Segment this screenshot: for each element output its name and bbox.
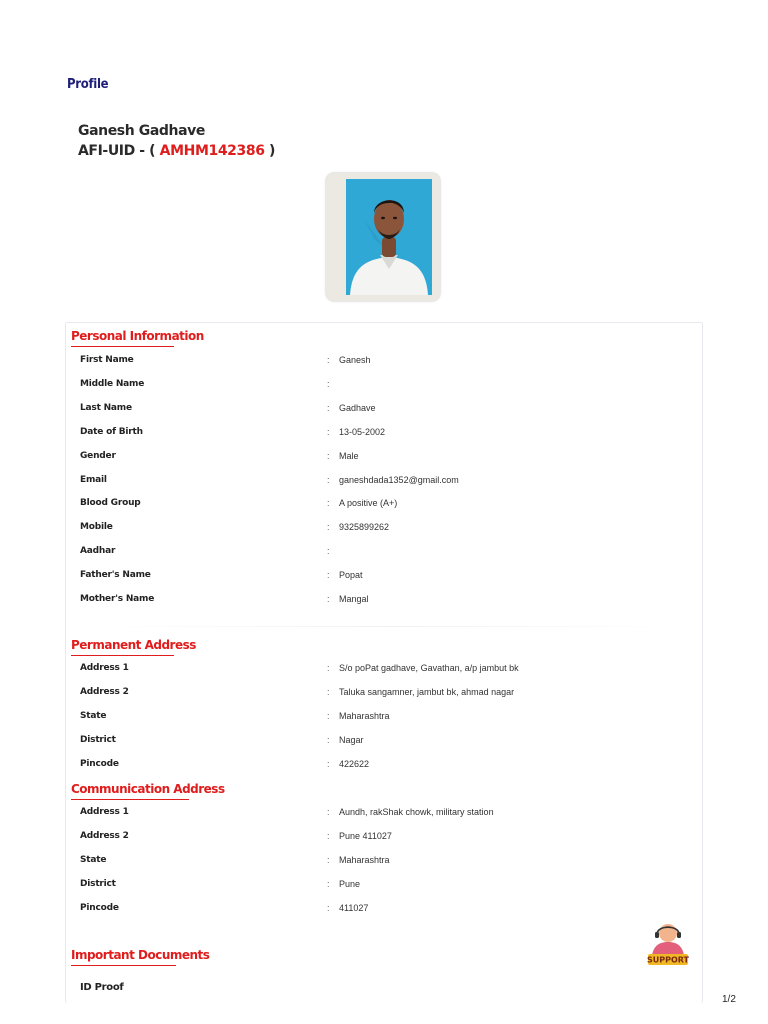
detail-row <box>80 471 680 489</box>
detail-separator: : <box>327 854 330 865</box>
detail-value: 13-05-2002 <box>339 426 386 437</box>
detail-label: Middle Name <box>80 378 145 389</box>
detail-separator: : <box>327 426 330 437</box>
communication-address-title: Communication Address <box>71 782 189 800</box>
detail-label: Date of Birth <box>80 426 143 437</box>
detail-label: Address 2 <box>80 686 129 697</box>
detail-label: State <box>80 854 107 865</box>
detail-row <box>80 351 680 369</box>
page-number: 1/2 <box>722 994 736 1005</box>
page-heading: Profile <box>67 77 109 92</box>
detail-row <box>80 518 680 536</box>
detail-separator: : <box>327 594 330 604</box>
detail-value: S/o poPat gadhave, Gavathan, a/p jambut bk <box>339 663 519 673</box>
detail-row <box>80 659 680 677</box>
person-photo-illustration <box>346 179 432 295</box>
important-documents-title: Important Documents <box>71 948 176 966</box>
detail-value: Maharashtra <box>339 854 390 865</box>
detail-label: Blood Group <box>80 498 141 509</box>
detail-value: Ganesh <box>339 355 371 365</box>
detail-separator: : <box>327 450 330 461</box>
detail-value: A positive (A+) <box>339 498 398 509</box>
detail-row <box>80 566 680 584</box>
detail-separator: : <box>327 758 330 769</box>
detail-label: Last Name <box>80 402 132 413</box>
detail-row <box>80 851 680 869</box>
uid-line <box>78 143 275 159</box>
detail-label: Pincode <box>80 902 119 913</box>
detail-label: Gender <box>80 450 116 461</box>
detail-value: 411027 <box>339 902 369 913</box>
detail-label: Address 1 <box>80 807 129 817</box>
uid-suffix: ) <box>269 143 276 159</box>
personal-information-title: Personal Information <box>71 329 174 347</box>
detail-value: Mangal <box>339 594 369 604</box>
detail-separator: : <box>327 474 330 485</box>
detail-separator: : <box>327 402 330 413</box>
detail-row <box>80 590 680 608</box>
detail-value: Male <box>339 450 359 461</box>
detail-row <box>80 899 680 917</box>
support-agent-icon <box>646 921 690 969</box>
detail-label: Address 1 <box>80 663 129 673</box>
uid-value: AMHM142386 <box>159 143 265 159</box>
detail-separator: : <box>327 686 330 697</box>
uid-prefix: AFI-UID - ( <box>78 143 156 159</box>
detail-label: District <box>80 734 116 745</box>
detail-value: Taluka sangamner, jambut bk, ahmad nagar <box>339 686 515 697</box>
detail-label: District <box>80 878 116 889</box>
detail-separator: : <box>327 830 330 841</box>
id-proof-label: ID Proof <box>80 982 124 993</box>
support-label: SUPPORT <box>646 955 690 965</box>
detail-separator: : <box>327 710 330 721</box>
detail-row <box>80 875 680 893</box>
detail-value: 9325899262 <box>339 522 390 533</box>
person-name: Ganesh Gadhave <box>78 123 205 139</box>
detail-label: Pincode <box>80 758 119 769</box>
detail-row <box>80 827 680 845</box>
detail-separator: : <box>327 546 330 557</box>
detail-value: Nagar <box>339 734 364 745</box>
detail-value: Popat <box>339 570 363 581</box>
detail-row <box>80 731 680 749</box>
detail-value: Maharashtra <box>339 710 390 721</box>
detail-row <box>80 423 680 441</box>
detail-separator: : <box>327 902 330 913</box>
detail-separator: : <box>327 878 330 889</box>
detail-row <box>80 447 680 465</box>
detail-row <box>80 683 680 701</box>
detail-label: Aadhar <box>80 546 116 557</box>
detail-value: Pune <box>339 878 361 889</box>
detail-label: Email <box>80 474 107 485</box>
profile-photo <box>326 173 440 301</box>
detail-row <box>80 399 680 417</box>
detail-label: Father's Name <box>80 570 151 581</box>
detail-row <box>80 494 680 512</box>
detail-separator: : <box>327 663 330 673</box>
detail-label: Mobile <box>80 522 113 533</box>
detail-value: Pune 411027 <box>339 830 392 841</box>
detail-value: Gadhave <box>339 402 376 413</box>
detail-label: First Name <box>80 355 134 365</box>
detail-label: State <box>80 710 107 721</box>
detail-row <box>80 542 680 560</box>
detail-row <box>80 803 680 821</box>
support-button[interactable] <box>646 921 690 969</box>
detail-separator: : <box>327 378 330 389</box>
detail-row <box>80 375 680 393</box>
detail-row <box>80 755 680 773</box>
profile-photo-image <box>346 179 432 295</box>
detail-separator: : <box>327 355 330 365</box>
detail-label: Mother's Name <box>80 594 155 604</box>
detail-separator: : <box>327 807 330 817</box>
detail-value: ganeshdada1352@gmail.com <box>339 474 459 485</box>
detail-row <box>80 707 680 725</box>
detail-separator: : <box>327 498 330 509</box>
detail-separator: : <box>327 734 330 745</box>
detail-separator: : <box>327 570 330 581</box>
detail-separator: : <box>327 522 330 533</box>
detail-value: Aundh, rakShak chowk, military station <box>339 807 494 817</box>
permanent-address-title: Permanent Address <box>71 638 174 656</box>
detail-value: 422622 <box>339 758 370 769</box>
profile-name-block <box>78 123 275 159</box>
section-divider <box>95 626 685 627</box>
detail-label: Address 2 <box>80 830 129 841</box>
